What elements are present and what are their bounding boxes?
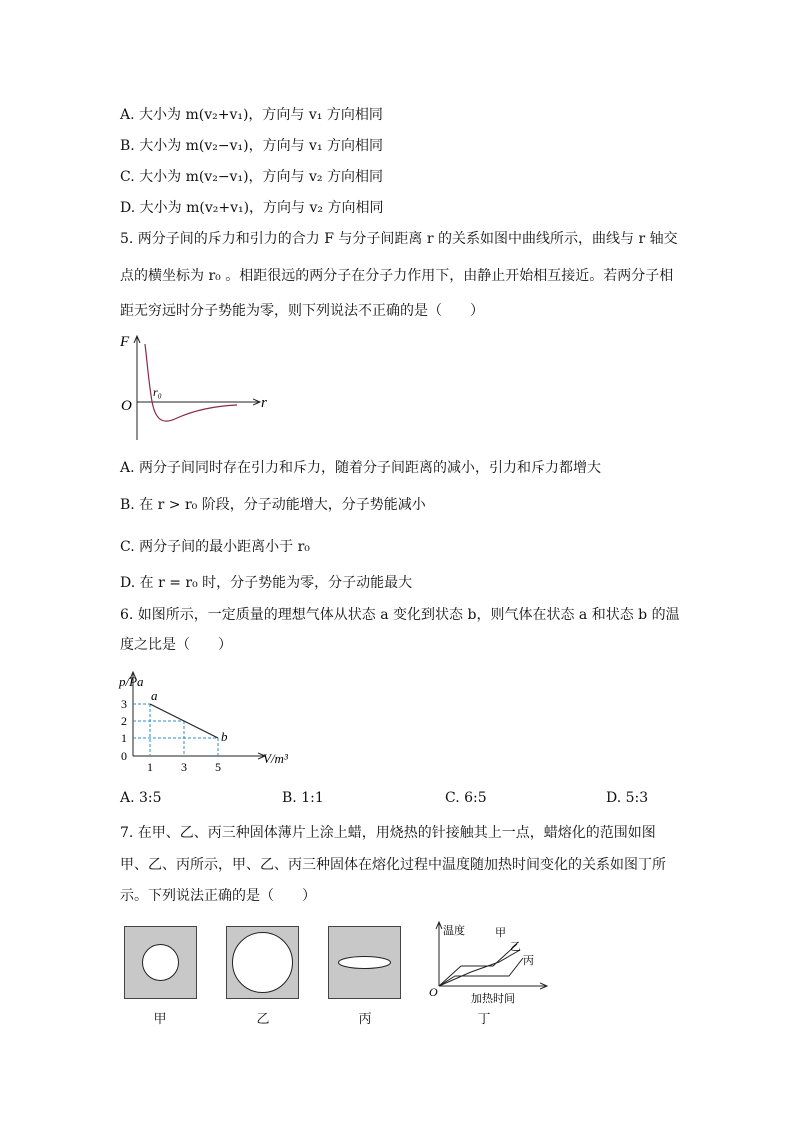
q6-y-tick-3: 3 [121,697,127,711]
q6-option-a: A. 3:5 [120,790,162,806]
q5-option-b: B. 在 r > r₀ 阶段，分子动能增大，分子势能减小 [120,497,426,513]
q4-option-b: B. 大小为 m(v₂−v₁)，方向与 v₁ 方向相同 [120,138,384,154]
q6-point-b-label: b [221,729,228,744]
q6-option-b: B. 1:1 [282,790,324,806]
q5-x-label: r [261,395,267,411]
q7-label-yi: 乙 [256,1012,270,1027]
q6-pv-graph [115,666,305,778]
q6-y-tick-1: 1 [121,731,127,745]
q7-stem-line3: 示。下列说法正确的是（ ） [120,888,316,904]
q5-stem-line1: 5. 两分子间的斥力和引力的合力 F 与分子间距离 r 的关系如图中曲线所示，曲线与 r 轴交 [120,231,678,247]
q5-stem-line3: 距无穷远时分子势能为零，则下列说法不正确的是（ ） [120,303,484,319]
q6-option-d: D. 5:3 [606,790,649,806]
q6-x-tick-3: 3 [181,760,187,774]
q6-stem-line1: 6. 如图所示，一定质量的理想气体从状态 a 变化到状态 b，则气体在状态 a 和状态 b 的温 [120,607,680,623]
q7-label-jia: 甲 [153,1012,167,1027]
q5-y-label: F [120,334,130,350]
q7-origin-label: O [429,985,438,999]
q4-option-d: D. 大小为 m(v₂+v₁)，方向与 v₂ 方向相同 [120,200,384,216]
q5-force-distance-graph [115,330,285,445]
q5-stem-line2: 点的横坐标为 r₀ 。相距很远的两分子在分子力作用下，由静止开始相互接近。若两分子相 [120,268,674,284]
q7-plate-jia [124,926,198,1000]
q6-x-label: V/m³ [263,751,288,766]
q5-option-a: A. 两分子间同时存在引力和斥力，随着分子间距离的减小，引力和斥力都增大 [120,460,602,476]
q5-origin-label: O [121,398,132,414]
q5-option-d: D. 在 r = r₀ 时，分子势能为零，分子动能最大 [120,575,413,591]
q7-curve-label-yi: 乙 [510,941,521,953]
q7-x-label: 加热时间 [471,993,515,1005]
q4-option-c: C. 大小为 m(v₂−v₁)，方向与 v₂ 方向相同 [120,169,383,185]
q7-y-label: 温度 [443,925,465,937]
q7-curve-bing [439,950,520,986]
q7-label-ding: 丁 [477,1012,491,1027]
q7-stem-line1: 7. 在甲、乙、丙三种固体薄片上涂上蜡，用烧热的针接触其上一点，蜡熔化的范围如图 [120,825,656,841]
q5-option-c: C. 两分子间的最小距离小于 r₀ [120,539,310,555]
q7-temperature-time-graph [425,918,550,1006]
q6-stem-line2: 度之比是（ ） [120,637,232,653]
q7-curve-jia [439,944,517,986]
q6-origin-label: 0 [121,749,127,763]
q7-curve-yi [439,958,523,986]
q7-label-bing: 丙 [358,1012,372,1027]
q6-option-c: C. 6:5 [445,790,487,806]
q7-curve-label-bing: 丙 [523,955,534,967]
q7-stem-line2: 甲、乙、丙所示，甲、乙、丙三种固体在熔化过程中温度随加热时间变化的关系如图丁所 [120,857,666,873]
q7-plate-yi [226,926,300,1000]
q7-curve-label-jia: 甲 [495,927,506,939]
q6-point-a-label: a [151,688,158,703]
q5-root-label: r₀ [153,385,162,399]
q6-x-tick-5: 5 [215,760,221,774]
q6-y-tick-2: 2 [121,714,127,728]
q5-force-curve [145,344,237,421]
q6-dashed-guides [133,704,218,756]
q6-x-tick-1: 1 [147,760,153,774]
q6-y-label: p/Pa [119,674,144,689]
q7-plate-bing [328,926,402,1000]
q4-option-a: A. 大小为 m(v₂+v₁)，方向与 v₁ 方向相同 [120,107,383,123]
